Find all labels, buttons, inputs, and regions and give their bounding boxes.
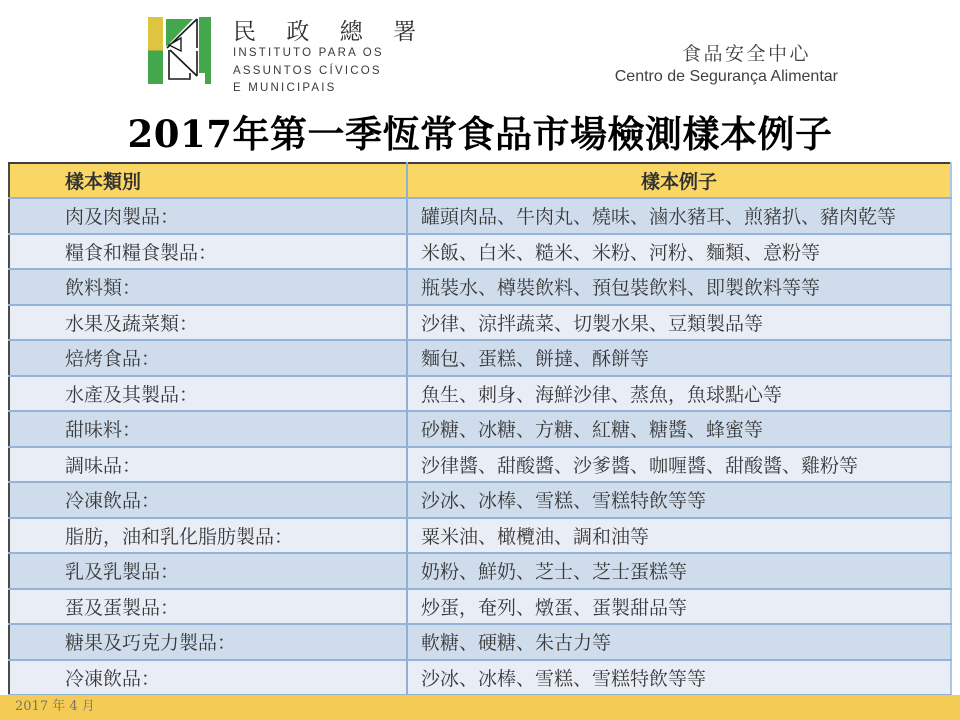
column-header-examples: 樣本例子	[407, 163, 951, 198]
category-cell: 焙烤食品：	[9, 340, 407, 376]
table-row	[9, 305, 951, 341]
food-safety-centre-block	[615, 44, 838, 86]
table-row	[9, 411, 951, 447]
examples-cell: 炒蛋，奄列、燉蛋、蛋製甜品等	[407, 589, 951, 625]
sample-table	[8, 162, 952, 696]
iacm-logo-icon	[148, 17, 211, 84]
page-title: 2017年第一季恆常食品市場檢測樣本例子	[127, 112, 833, 156]
table-row	[9, 234, 951, 270]
table-row	[9, 198, 951, 234]
category-cell: 飲料類：	[9, 269, 407, 305]
category-cell: 蛋及蛋製品：	[9, 589, 407, 625]
org-name-chinese: 民 政 總 署	[233, 18, 418, 44]
table-row	[9, 624, 951, 660]
category-cell: 水產及其製品：	[9, 376, 407, 412]
column-header-category: 樣本類別	[9, 163, 407, 198]
table-row	[9, 589, 951, 625]
examples-cell: 粟米油、橄欖油、調和油等	[407, 518, 951, 554]
table-row	[9, 518, 951, 554]
table-row	[9, 447, 951, 483]
footer-bar	[0, 695, 960, 720]
examples-cell: 奶粉、鮮奶、芝士、芝士蛋糕等	[407, 553, 951, 589]
category-cell: 冷凍飲品：	[9, 482, 407, 518]
category-cell: 調味品：	[9, 447, 407, 483]
table-row	[9, 482, 951, 518]
examples-cell: 沙律、涼拌蔬菜、切製水果、豆類製品等	[407, 305, 951, 341]
footer-date: 2017 年 4 月	[15, 699, 95, 714]
category-cell: 糧食和糧食製品：	[9, 234, 407, 270]
table-body	[9, 198, 951, 695]
examples-cell: 罐頭肉品、牛肉丸、燒味、滷水豬耳、煎豬扒、豬肉乾等	[407, 198, 951, 234]
category-cell: 糖果及巧克力製品：	[9, 624, 407, 660]
org-name-line2: ASSUNTOS CÍVICOS	[233, 64, 382, 77]
examples-cell: 沙律醬、甜酸醬、沙爹醬、咖喱醬、甜酸醬、雞粉等	[407, 447, 951, 483]
examples-cell: 米飯、白米、糙米、米粉、河粉、麵類、意粉等	[407, 234, 951, 270]
food-safety-centre-chinese: 食品安全中心	[681, 44, 811, 65]
examples-cell: 麵包、蛋糕、餅撻、酥餅等	[407, 340, 951, 376]
category-cell: 水果及蔬菜類：	[9, 305, 407, 341]
table-header-row	[9, 163, 951, 198]
category-cell: 肉及肉製品：	[9, 198, 407, 234]
food-safety-centre-portuguese: Centro de Segurança Alimentar	[614, 68, 838, 85]
table-row	[9, 269, 951, 305]
category-cell: 脂肪，油和乳化脂肪製品：	[9, 518, 407, 554]
examples-cell: 軟糖、硬糖、朱古力等	[407, 624, 951, 660]
org-name-line1: INSTITUTO PARA OS	[233, 47, 384, 59]
org-name-line3: E MUNICIPAIS	[233, 82, 337, 94]
examples-cell: 瓶裝水、樽裝飲料、預包裝飲料、即製飲料等等	[407, 269, 951, 305]
category-cell: 乳及乳製品：	[9, 553, 407, 589]
table-row	[9, 376, 951, 412]
org-name-block	[233, 18, 423, 97]
examples-cell: 沙冰、冰棒、雪糕、雪糕特飲等等	[407, 482, 951, 518]
table-row	[9, 660, 951, 696]
examples-cell: 砂糖、冰糖、方糖、紅糖、糖醬、蜂蜜等	[407, 411, 951, 447]
category-cell: 甜味料：	[9, 411, 407, 447]
table-row	[9, 340, 951, 376]
table-row	[9, 553, 951, 589]
examples-cell: 沙冰、冰棒、雪糕、雪糕特飲等等	[407, 660, 951, 696]
examples-cell: 魚生、刺身、海鮮沙律、蒸魚，魚球點心等	[407, 376, 951, 412]
category-cell: 冷凍飲品：	[9, 660, 407, 696]
